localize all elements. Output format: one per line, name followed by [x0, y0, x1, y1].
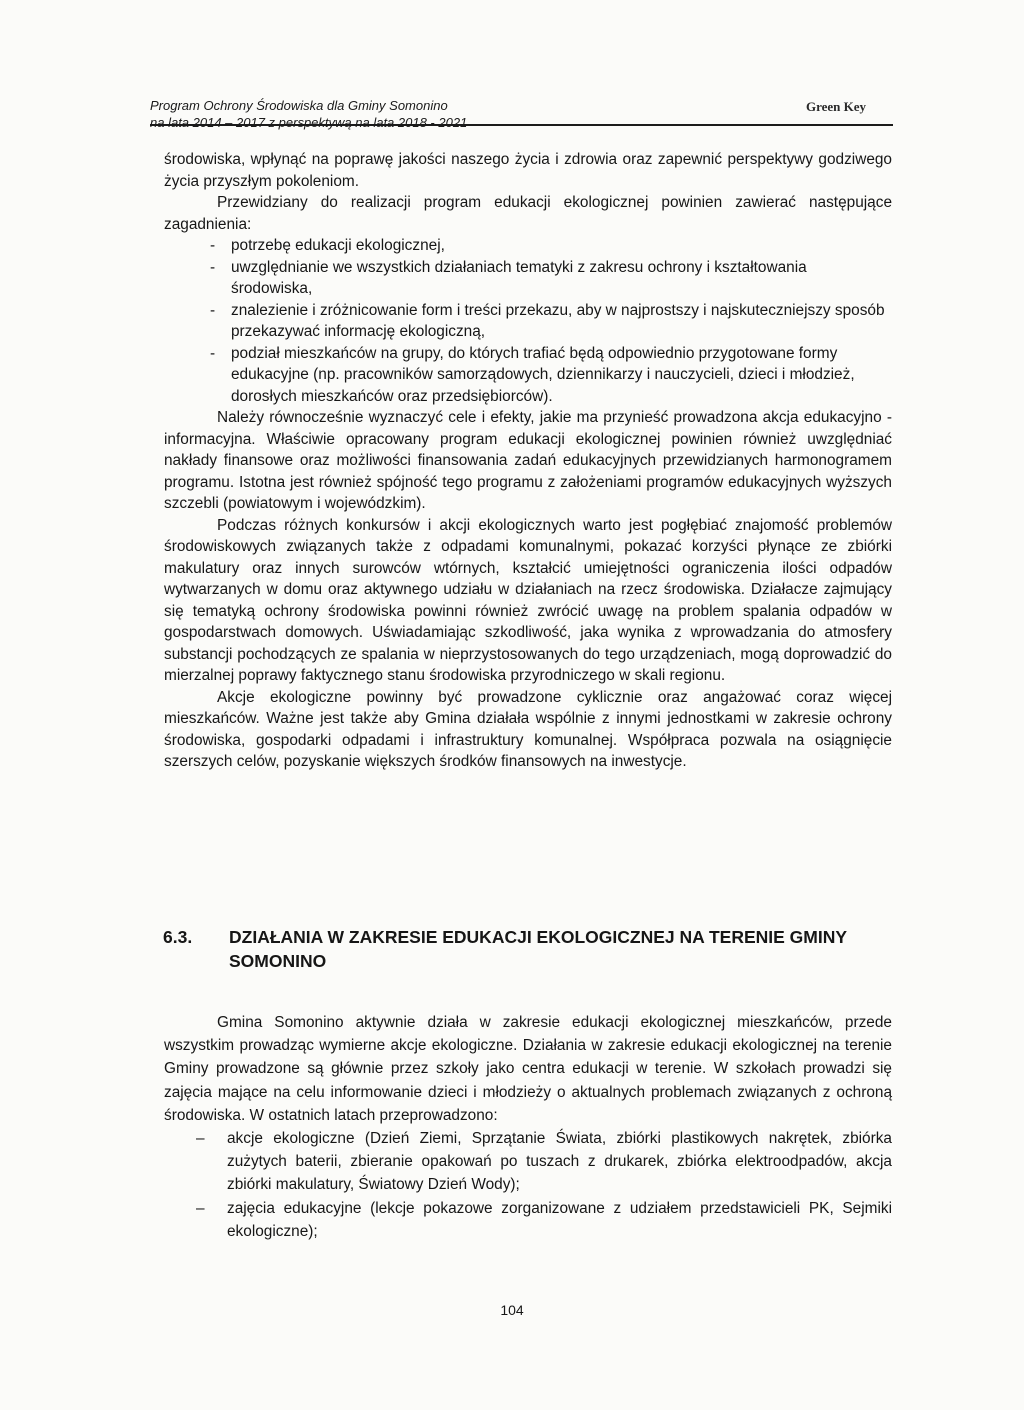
paragraph: Podczas różnych konkursów i akcji ekologicznych warto jest pogłębiać znajomość problemów środowiskowych związanych także z odpadami komunalnymi, pokazać korzyści płynące ze zbiórki makulatury oraz innych surowców wtórnych, kształcić umiejętności ograniczenia ilości odpadów wytwarzanych w domu oraz aktywnego udziału w działaniach na rzecz środowiska. Działacze zajmujący się tematyką ochrony środowiska powinni również zwrócić uwagę na problem spalania odpadów w gospodarstwach domowych. Uświadamiając szkodliwość, jaka wynika z wprowadzania do atmosfery substancji pochodzących ze spalania w nieprzystosowanych do tego urządzeniach, mogą doprowadzić do mierzalnej poprawy faktycznego stanu środowiska przyrodniczego w skali regionu.	[164, 516, 892, 684]
header-subtitle: na lata 2014 – 2017 z perspektywą na lata 2018 - 2021	[150, 115, 468, 130]
list-item	[164, 1197, 892, 1243]
dash-bullet: –	[196, 1130, 205, 1148]
list-item	[164, 1127, 892, 1197]
list-item-text: uwzględnianie we wszystkich działaniach tematyki z zakresu ochrony i kształtowania środowiska,	[231, 258, 807, 297]
section-title: DZIAŁANIA W ZAKRESIE EDUKACJI EKOLOGICZNEJ NA TERENIE GMINY SOMONINO	[229, 927, 847, 971]
list-item	[164, 300, 892, 343]
dash-bullet: -	[210, 301, 216, 319]
list-item-text: podział mieszkańców na grupy, do których trafiać będą odpowiednio przygotowane formy edukacyjne (np. pracowników samorządowych, dziennikarzy i nauczycieli, dzieci i młodzież, dorosłych mieszkańców oraz przedsiębiorców).	[231, 344, 855, 405]
header-logo-text: Green Key	[806, 99, 867, 114]
section-number: 6.3.	[163, 927, 193, 947]
section-body	[164, 1011, 892, 1243]
list-item-text: potrzebę edukacji ekologicznej,	[231, 237, 445, 254]
paragraph: środowiska, wpłynąć na poprawę jakości naszego życia i zdrowia oraz zapewnić perspektywy godziwego życia przyszłym pokoleniom.	[164, 151, 892, 190]
dash-bullet: -	[210, 258, 216, 276]
paragraph: Przewidziany do realizacji program edukacji ekologicznej powinien zawierać następujące zagadnienia:	[164, 194, 892, 233]
header-title: Program Ochrony Środowiska dla Gminy Somonino	[150, 98, 448, 113]
activities-list	[164, 1127, 892, 1243]
dash-bullet: -	[210, 344, 216, 362]
list-item	[164, 257, 892, 300]
list-item-text: zajęcia edukacyjne (lekcje pokazowe zorganizowane z udziałem przedstawicieli PK, Sejmiki ekologiczne);	[227, 1199, 892, 1240]
list-item-text: znalezienie i zróżnicowanie form i treści przekazu, aby w najprostszy i najskuteczniejszy sposób przekazywać informację ekologiczną,	[231, 301, 885, 340]
paragraph: Gmina Somonino aktywnie działa w zakresie edukacji ekologicznej mieszkańców, przede wszystkim prowadząc wymierne akcje ekologiczne. Działania w zakresie edukacji ekologicznej na terenie Gminy prowadzone są głównie przez szkoły jako centra edukacji w terenie. W szkołach prowadzi się zajęcia mające na celu informowanie dzieci i młodzieży o aktualnych problemach związanych z ochroną środowiska. W ostatnich latach przeprowadzono:	[164, 1014, 892, 1124]
list-item	[164, 343, 892, 408]
topic-list	[164, 235, 892, 407]
paragraph: Należy równocześnie wyznaczyć cele i efekty, jakie ma przynieść prowadzona akcja edukacyjno - informacyjna. Właściwie opracowany program edukacji ekologicznej powinien również uwzględniać nakłady finansowe oraz możliwości finansowania zadań edukacyjnych przewidzianych harmonogramem programu. Istotna jest również spójność tego programu z założeniami programów edukacyjnych wyższych szczebli (powiatowym i wojewódzkim).	[164, 409, 892, 512]
intro-section	[164, 149, 892, 773]
page-number: 104	[500, 1302, 524, 1318]
list-item	[164, 235, 892, 257]
paragraph: Akcje ekologiczne powinny być prowadzone cyklicznie oraz angażować coraz więcej mieszkańców. Ważne jest także aby Gmina działała wspólnie z innymi jednostkami w zakresie ochrony środowiska, gospodarki odpadami i infrastruktury komunalnej. Współpraca pozwala na osiągnięcie szerszych celów, pozyskanie większych środków finansowych na inwestycje.	[164, 688, 892, 770]
header-rule	[150, 124, 893, 126]
list-item-text: akcje ekologiczne (Dzień Ziemi, Sprzątanie Świata, zbiórki plastikowych nakrętek, zbiórka zużytych baterii, zbieranie opakowań po tuszach z drukarek, zbiórka elektroodpadów, akcja zbiórki makulatury, Światowy Dzień Wody);	[227, 1130, 892, 1194]
dash-bullet: –	[196, 1199, 205, 1217]
dash-bullet: -	[210, 237, 216, 254]
